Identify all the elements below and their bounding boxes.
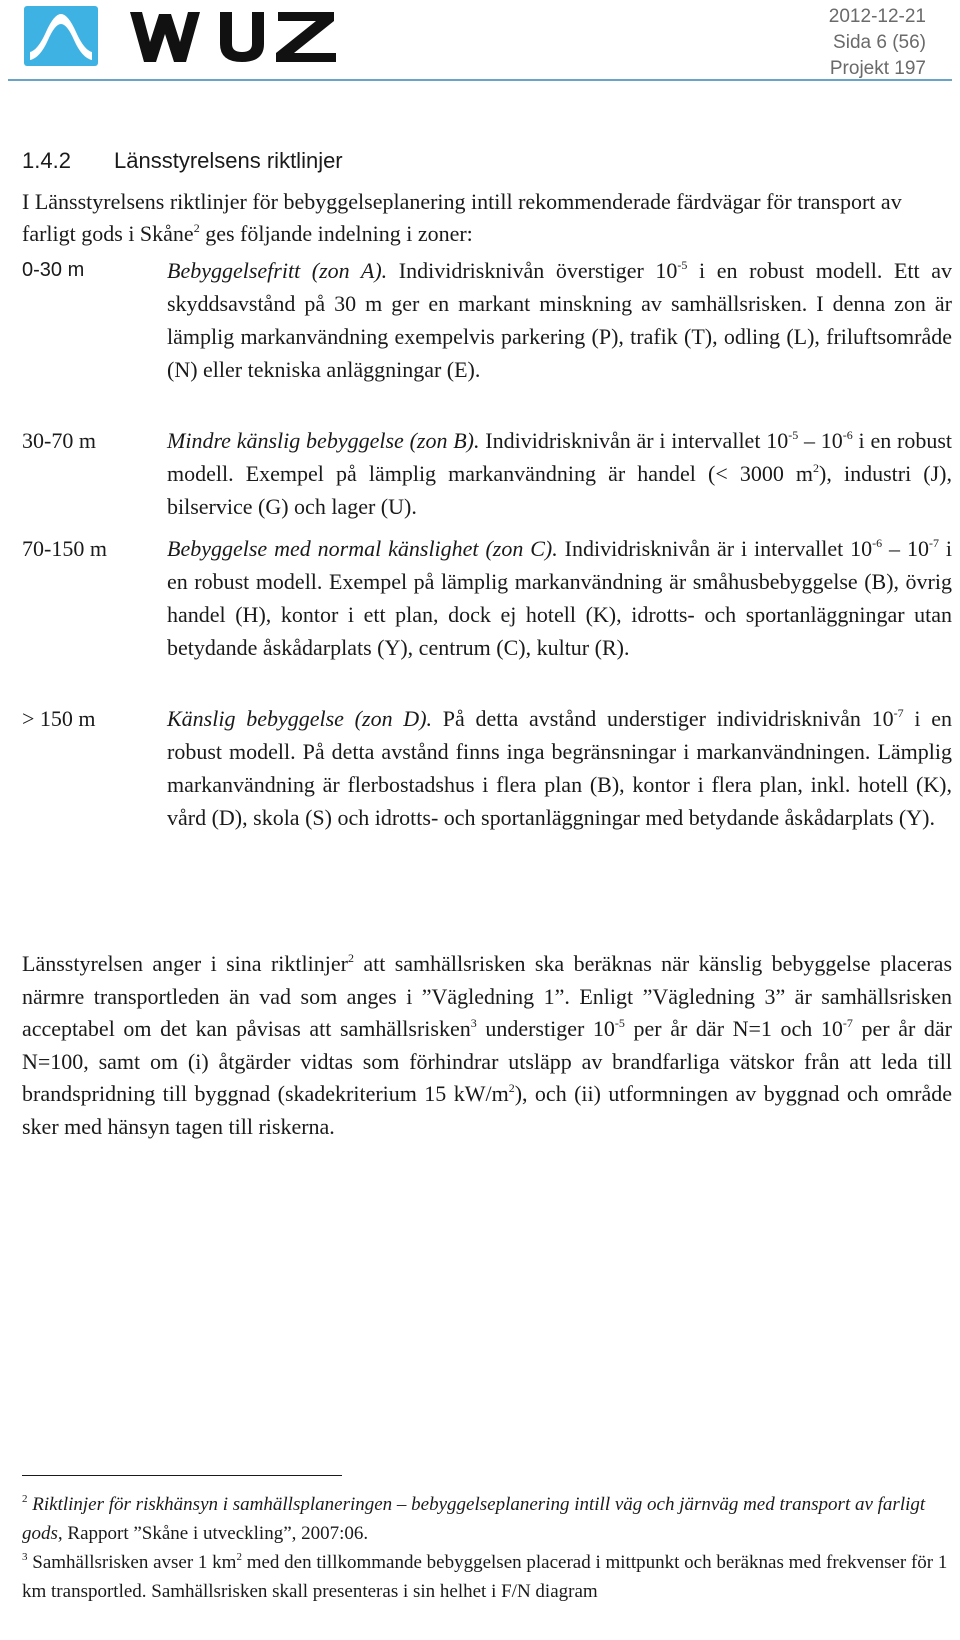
- zone-distance: 70-150 m: [22, 536, 107, 561]
- zone-text: – 10: [882, 536, 929, 561]
- zone-text: – 10: [798, 428, 843, 453]
- paragraph-text: per år där N=1 och 10: [624, 1016, 843, 1041]
- zone-text: i en robust modell. Exempel på lämplig markanvändning är handel (< 3000 m: [167, 428, 952, 486]
- exponent: 2: [813, 461, 820, 475]
- footnote-mark: 3: [22, 1551, 28, 1563]
- zone-c: [22, 532, 952, 664]
- footnote-text: Rapport ”Skåne i utveckling”, 2007:06.: [62, 1523, 369, 1544]
- zone-text: Individrisknivån är i intervallet 10: [557, 536, 873, 561]
- zone-description: [167, 424, 952, 523]
- zone-distance: 30-70 m: [22, 428, 96, 453]
- exponent: -5: [677, 258, 688, 272]
- zone-name: Bebyggelse med normal känslighet (zon C).: [167, 536, 558, 561]
- intro-text: I Länsstyrelsens riktlinjer för bebyggelseplanering intill rekommenderade färdvägar för transport av farligt gods i Skåne: [22, 189, 902, 246]
- exponent: -7: [928, 536, 939, 550]
- exponent: -7: [893, 706, 904, 720]
- zone-name: Bebyggelsefritt (zon A).: [167, 258, 388, 283]
- section-heading: [22, 148, 343, 174]
- page-number: Sida 6 (56): [833, 32, 926, 53]
- zone-text: i en robust modell. Exempel på lämplig markanvändning är småhusbebyggelse (B), övrig handel (H), kontor i ett plan, dock ej hotell (K), idrotts- och sportanläggningar utan betydande åskådarplats (Y), centrum (C), kultur (R).: [167, 536, 952, 660]
- zone-text: i en robust modell. På detta avstånd finns inga begränsningar i markanvändningen. Lämplig markanvändning är flerbostadshus i flera plan (B), kontor i flera plan, inkl. hotell (K), vård (D), skola (S) och idrotts- och sportanläggningar med betydande åskådarplats (Y).: [167, 706, 953, 830]
- zone-text: ), industri (J), bilservice (G) och lager (U).: [167, 461, 952, 519]
- zone-name: Känslig bebyggelse (zon D).: [167, 706, 433, 731]
- footnote-mark: 2: [22, 1493, 28, 1505]
- page-header: [0, 0, 960, 84]
- paragraph-text: understiger 10: [476, 1016, 615, 1041]
- exponent: 2: [508, 1081, 515, 1095]
- footnote-ref: 2: [193, 220, 200, 235]
- zone-text: Individrisknivån är i intervallet 10: [479, 428, 789, 453]
- exponent: -6: [872, 536, 883, 550]
- zone-description: [167, 254, 952, 386]
- footnote-3: [22, 1548, 952, 1606]
- footnote-ref: 3: [470, 1016, 477, 1030]
- zone-text: Individrisknivån överstiger 10: [387, 258, 678, 283]
- zone-b: [22, 424, 952, 523]
- wuz-logo-mark: [24, 6, 98, 66]
- section-number: 1.4.2: [22, 148, 71, 173]
- zone-description: [167, 702, 952, 834]
- zone-description: [167, 532, 952, 664]
- footnote-2: [22, 1490, 952, 1548]
- zone-distance: > 150 m: [22, 706, 96, 731]
- paragraph-text: ), och (ii) utformningen av byggnad och område sker med hänsyn tagen till riskerna.: [22, 1081, 952, 1139]
- wuz-logo-text: [128, 4, 348, 68]
- footnote-title: Riktlinjer för riskhänsyn i samhällsplaneringen – bebyggelseplanering intill väg och järnväg med transport av farligt gods,: [22, 1494, 926, 1544]
- exponent: -7: [842, 1016, 853, 1030]
- zone-text: i en robust modell. Ett av skyddsavstånd på 30 m ger en markant minskning av samhällsrisken. I denna zon är lämplig markanvändning exempelvis parkering (P), trafik (T), odling (L), friluftsområde (N) eller tekniska anläggningar (E).: [167, 258, 953, 382]
- intro-text-after: ges följande indelning i zoner:: [199, 220, 473, 246]
- zone-distance: 0-30 m: [22, 259, 85, 281]
- footnote-text: Samhällsrisken avser 1 km: [27, 1552, 237, 1573]
- zone-name: Mindre känslig bebyggelse (zon B).: [167, 428, 480, 453]
- section-title: Länsstyrelsens riktlinjer: [114, 148, 343, 173]
- exponent: 2: [236, 1551, 242, 1563]
- exponent: -5: [614, 1016, 625, 1030]
- zone-a: [22, 254, 952, 386]
- document-date: 2012-12-21: [828, 6, 926, 27]
- footnote-ref: 2: [347, 951, 354, 965]
- paragraph-text: att samhällsrisken ska beräknas när känslig bebyggelse placeras närmre transportleden än vad som anges i ”Vägledning 1”. Enligt ”Vägledning 3” är samhällsrisken acceptabel om det kan påvisas att samhällsrisken: [22, 951, 953, 1041]
- footnote-text: med den tillkommande bebyggelsen placerad i mittpunkt och beräknas med frekvenser för 1 km transportled. Samhällsrisken skall presenteras i sin helhet i F/N diagram: [22, 1552, 948, 1602]
- project-number: Projekt 197: [829, 58, 926, 79]
- footnote-separator: [22, 1475, 342, 1476]
- exponent: -6: [842, 428, 853, 442]
- zone-d: [22, 702, 952, 834]
- paragraph-text: Länsstyrelsen anger i sina riktlinjer: [22, 951, 348, 976]
- exponent: -5: [788, 428, 799, 442]
- intro-paragraph: [22, 186, 952, 249]
- header-rule: [8, 79, 952, 81]
- zone-text: På detta avstånd understiger individrisknivån 10: [432, 706, 894, 731]
- footnotes: [22, 1490, 952, 1606]
- paragraph-text: per år där N=100, samt om (i) åtgärder vidtas som förhindrar utsläpp av brandfarliga vätskor från att leda till brandspridning till byggnad (skadekriterium 15 kW/m: [22, 1016, 953, 1106]
- body-paragraph: [22, 948, 952, 1143]
- header-meta: [829, 4, 926, 82]
